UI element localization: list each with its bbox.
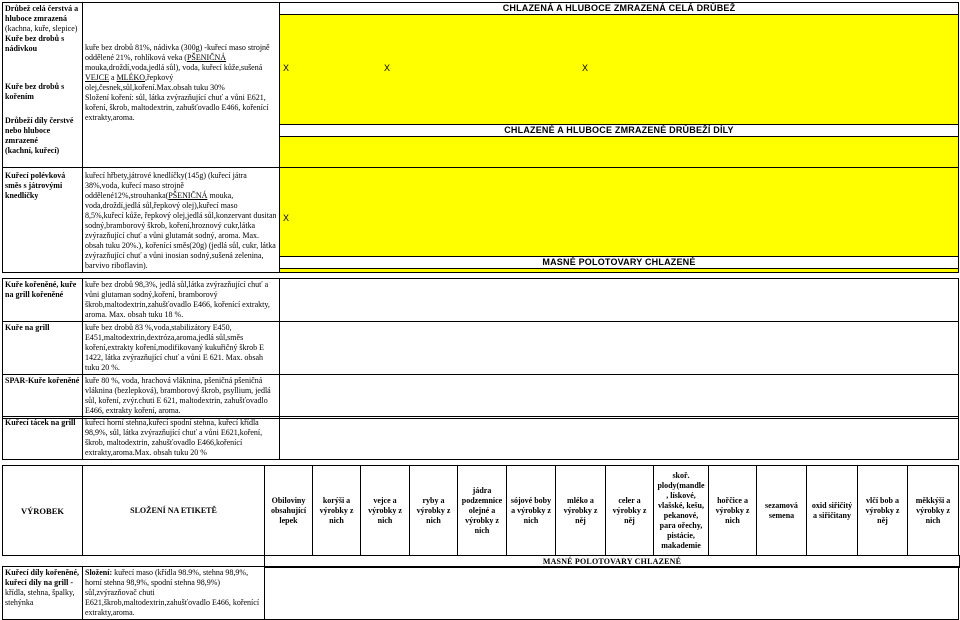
spiced-parts-allergen-cell: [265, 567, 959, 620]
header-peanuts: jádra podzemnice olejné a výrobky z nich: [458, 466, 507, 556]
category-parts-sub: (kachní, kuřecí): [5, 146, 60, 155]
header-lupin: vlčí bob a výrobky z něj: [858, 466, 908, 556]
grill-chicken-product-cell: [3, 322, 83, 375]
header-molluscs: měkkýši a výrobky z nich: [908, 466, 959, 556]
item-stuffed-chicken-name: Kuře bez drobů s nádivkou: [5, 34, 65, 53]
header-product: VÝROBEK: [3, 466, 83, 556]
section-tray: [2, 416, 959, 460]
grill-chicken-composition-cell: [83, 322, 280, 375]
header-composition: SLOŽENÍ NA ETIKETĚ: [83, 466, 265, 556]
header-fish: ryby a výrobky z nich: [410, 466, 458, 556]
soup-product-cell: [3, 168, 83, 273]
header-milk: mléko a výrobky z něj: [556, 466, 606, 556]
item-spiced-grill-name: Kuře kořeněné, kuře na grill kořeněné: [5, 280, 77, 299]
item-spiced-parts-sub: křídla, stehna, špalky, stehýnka: [5, 588, 75, 607]
allergen-mark-cereals: X: [283, 63, 290, 73]
item-tray-name: Kuřecí tácek na grill: [5, 418, 76, 427]
allergen-mark-milk: X: [582, 63, 589, 73]
header-sesame: sezamová semena: [757, 466, 807, 556]
section-soup-mix: [2, 167, 959, 273]
item-soup-mix-composition: kuřecí hřbety,játrové knedlíčky(145g) (kuřecí játra 38%,voda, kuřecí maso strojně oddělené12%,strouhanka(PŠENIČNÁ mouka, voda,droždí,jedlá sůl,řepkový olej),kuřecí maso 8,5%,kuřecí kůže, řepkový olej,jedlá sůl,konzervant dusitan sodný,bramborový škrob, koření,hroznový cukr,látka zvýrazňující chuť a vůni glutamát sodný, aroma. Max. obsah tuku 20%.), kořenící směs(20g) (jedlá sůl, cukr, látka zvýrazňující chuť a vůni inosian sodný,sušená zelenina, barvivo riboflavin).: [85, 171, 277, 270]
allergen-mark-eggs: X: [384, 63, 391, 73]
spiced-chicken-allergen-cell: [280, 279, 959, 322]
grill-chicken-allergen-cell: [280, 322, 959, 375]
header-soy: sójové boby a výrobky z nich: [507, 466, 556, 556]
header-sulphites: oxid siřičitý a siřičitany: [807, 466, 858, 556]
soup-allergen-cell: [280, 168, 959, 273]
category-whole-sub: (kachna, kuře, slepice): [5, 24, 78, 33]
allergen-header: [2, 465, 959, 556]
header-nuts: skoř. plody(mandle , lískové, vlašské, kešu, pekanové, para ořechy, pistácie, makademie: [654, 466, 709, 556]
spiced-chicken-product-cell: [3, 279, 83, 322]
header-eggs: vejce a výrobky z nich: [361, 466, 410, 556]
banner-semi-products-2: MASNÉ POLOTOVARY CHLAZENÉ: [264, 555, 960, 568]
spiced-parts-composition-cell: [83, 567, 265, 620]
item-tray-composition: kuřecí horní stehna,kuřecí spodní stehna, kuřecí křídla 98,9%, sůl, látka zvýrazňující chuť a vůni E621,koření, škrob, maltodextrin, zahušťovadlo E466,kořenící extrakty,aroma.Max. obsah tuku 20 %: [85, 418, 263, 457]
item-spar-chicken-name: SPAR-Kuře kořeněné: [5, 376, 80, 385]
spar-chicken-composition-cell: [83, 375, 280, 419]
section-marinated: [2, 278, 959, 419]
whole-poultry-composition-cell: [83, 3, 280, 168]
tray-composition-cell: [83, 417, 280, 460]
item-spiced-parts-name: Kuřecí díly kořeněné, kuřecí díly na grill -: [5, 568, 79, 587]
allergen-wheat: PŠENIČNÁ: [168, 191, 208, 200]
banner-chilled-parts: CHLAZENÉ A HLUBOCE ZMRAZENÉ DRŮBEŽÍ DÍLY: [280, 124, 959, 137]
whole-poultry-allergen-cell: [280, 3, 959, 168]
spiced-parts-product-cell: [3, 567, 83, 620]
spiced-chicken-composition-cell: [83, 279, 280, 322]
item-spiced-parts-composition: Složení: kuřecí maso (křídla 98.9%, stehna 98,9%, horní stehna 98,9%, spodní stehna 98,9%) sůl,zvýrazňovač chuti E621,škrob,maltodextrin,zahušťovadlo E466, kořenící extrakty,aroma.: [85, 568, 260, 617]
allergen-mark-cereals: X: [283, 213, 290, 223]
item-spiced-grill-composition: kuře bez drobů 98,3%, jedlá sůl,látka zvýrazňující chuť a vůni glutaman sodný,koření, bramborový škrob,maltodextrin,zahušťovadlo E466, kořenící extrakty, aroma. Max. obsah tuku 18 %.: [85, 280, 270, 319]
section-whole-poultry: [2, 2, 959, 168]
allergen-eggs: VEJCE: [85, 73, 109, 82]
item-grill-chicken-composition: kuře bez drobů 83 %,voda,stabilizátory E450, E451,maltodextrin,dextróza,aroma,jedlá sůl,směs koření,extrakty koření,modifikovaný kukuřičný škrob E 1422, látka zvýrazňující chuť a vůni E 621. Max. obsah tuku 20 %.: [85, 323, 265, 372]
spar-chicken-allergen-cell: [280, 375, 959, 419]
allergen-wheat: PŠENIČNÁ: [186, 53, 227, 62]
category-whole-title: Drůbež celá čerstvá a hluboce zmrazená: [5, 4, 79, 23]
item-soup-mix-name: Kuřecí polévková směs s játrovými knedlíčky: [5, 171, 66, 200]
section-spiced-parts: [2, 566, 959, 620]
category-parts-title: Drůbeží díly čerstvé nebo hluboce zmrazené: [5, 116, 74, 145]
item-stuffed-chicken-composition: kuře bez drobů 81%, nádivka (300g) -kuřecí maso strojně oddělené 21%, rohlíková veka (PŠENIČNÁ mouka,droždí,voda,jedlá sůl), voda, kuřecí kůže,sušená VEJCE a MLÉKO,řepkový olej,česnek,sůl,koření.Max.obsah tuku 30%: [85, 43, 270, 92]
allergen-milk: MLÉKO: [116, 73, 146, 82]
soup-composition-cell: [83, 168, 280, 273]
whole-poultry-product-cell: [3, 3, 83, 168]
tray-allergen-cell: [280, 417, 959, 460]
item-grill-chicken-name: Kuře na grill: [5, 323, 50, 332]
banner-semi-products-1: MASNÉ POLOTOVARY CHLAZENÉ: [280, 256, 959, 269]
header-mustard: hořčice a výrobky z nich: [709, 466, 757, 556]
header-crustaceans: korýši a výrobky z nich: [313, 466, 361, 556]
composition-label: Složení:: [85, 568, 113, 577]
spar-chicken-product-cell: [3, 375, 83, 419]
item-spiced-chicken-composition: Složení koření: sůl, látka zvýrazňující chuť a vůni E621, koření, škrob, maltodextrin, zahušťovadlo E466, kořenící extrakty,aroma.: [85, 93, 269, 122]
item-spiced-chicken-name: Kuře bez drobů s kořením: [5, 82, 65, 101]
header-celery: celer a výrobky z něj: [606, 466, 654, 556]
item-spar-chicken-composition: kuře 80 %, voda, hrachová vláknina, pšeničná pšeničná vláknina (bezlepková), bramborový škrob, psyllium, jedlá sůl, koření, zvýr.chuti E 621, maltodextrin, zahušťovadlo E466, extrakty koření, aroma.: [85, 376, 271, 415]
tray-product-cell: [3, 417, 83, 460]
banner-chilled-whole: CHLAZENÁ A HLUBOCE ZMRAZENÁ CELÁ DRŮBEŽ: [280, 3, 959, 16]
header-cereals: Obiloviny obsahující lepek: [265, 466, 313, 556]
